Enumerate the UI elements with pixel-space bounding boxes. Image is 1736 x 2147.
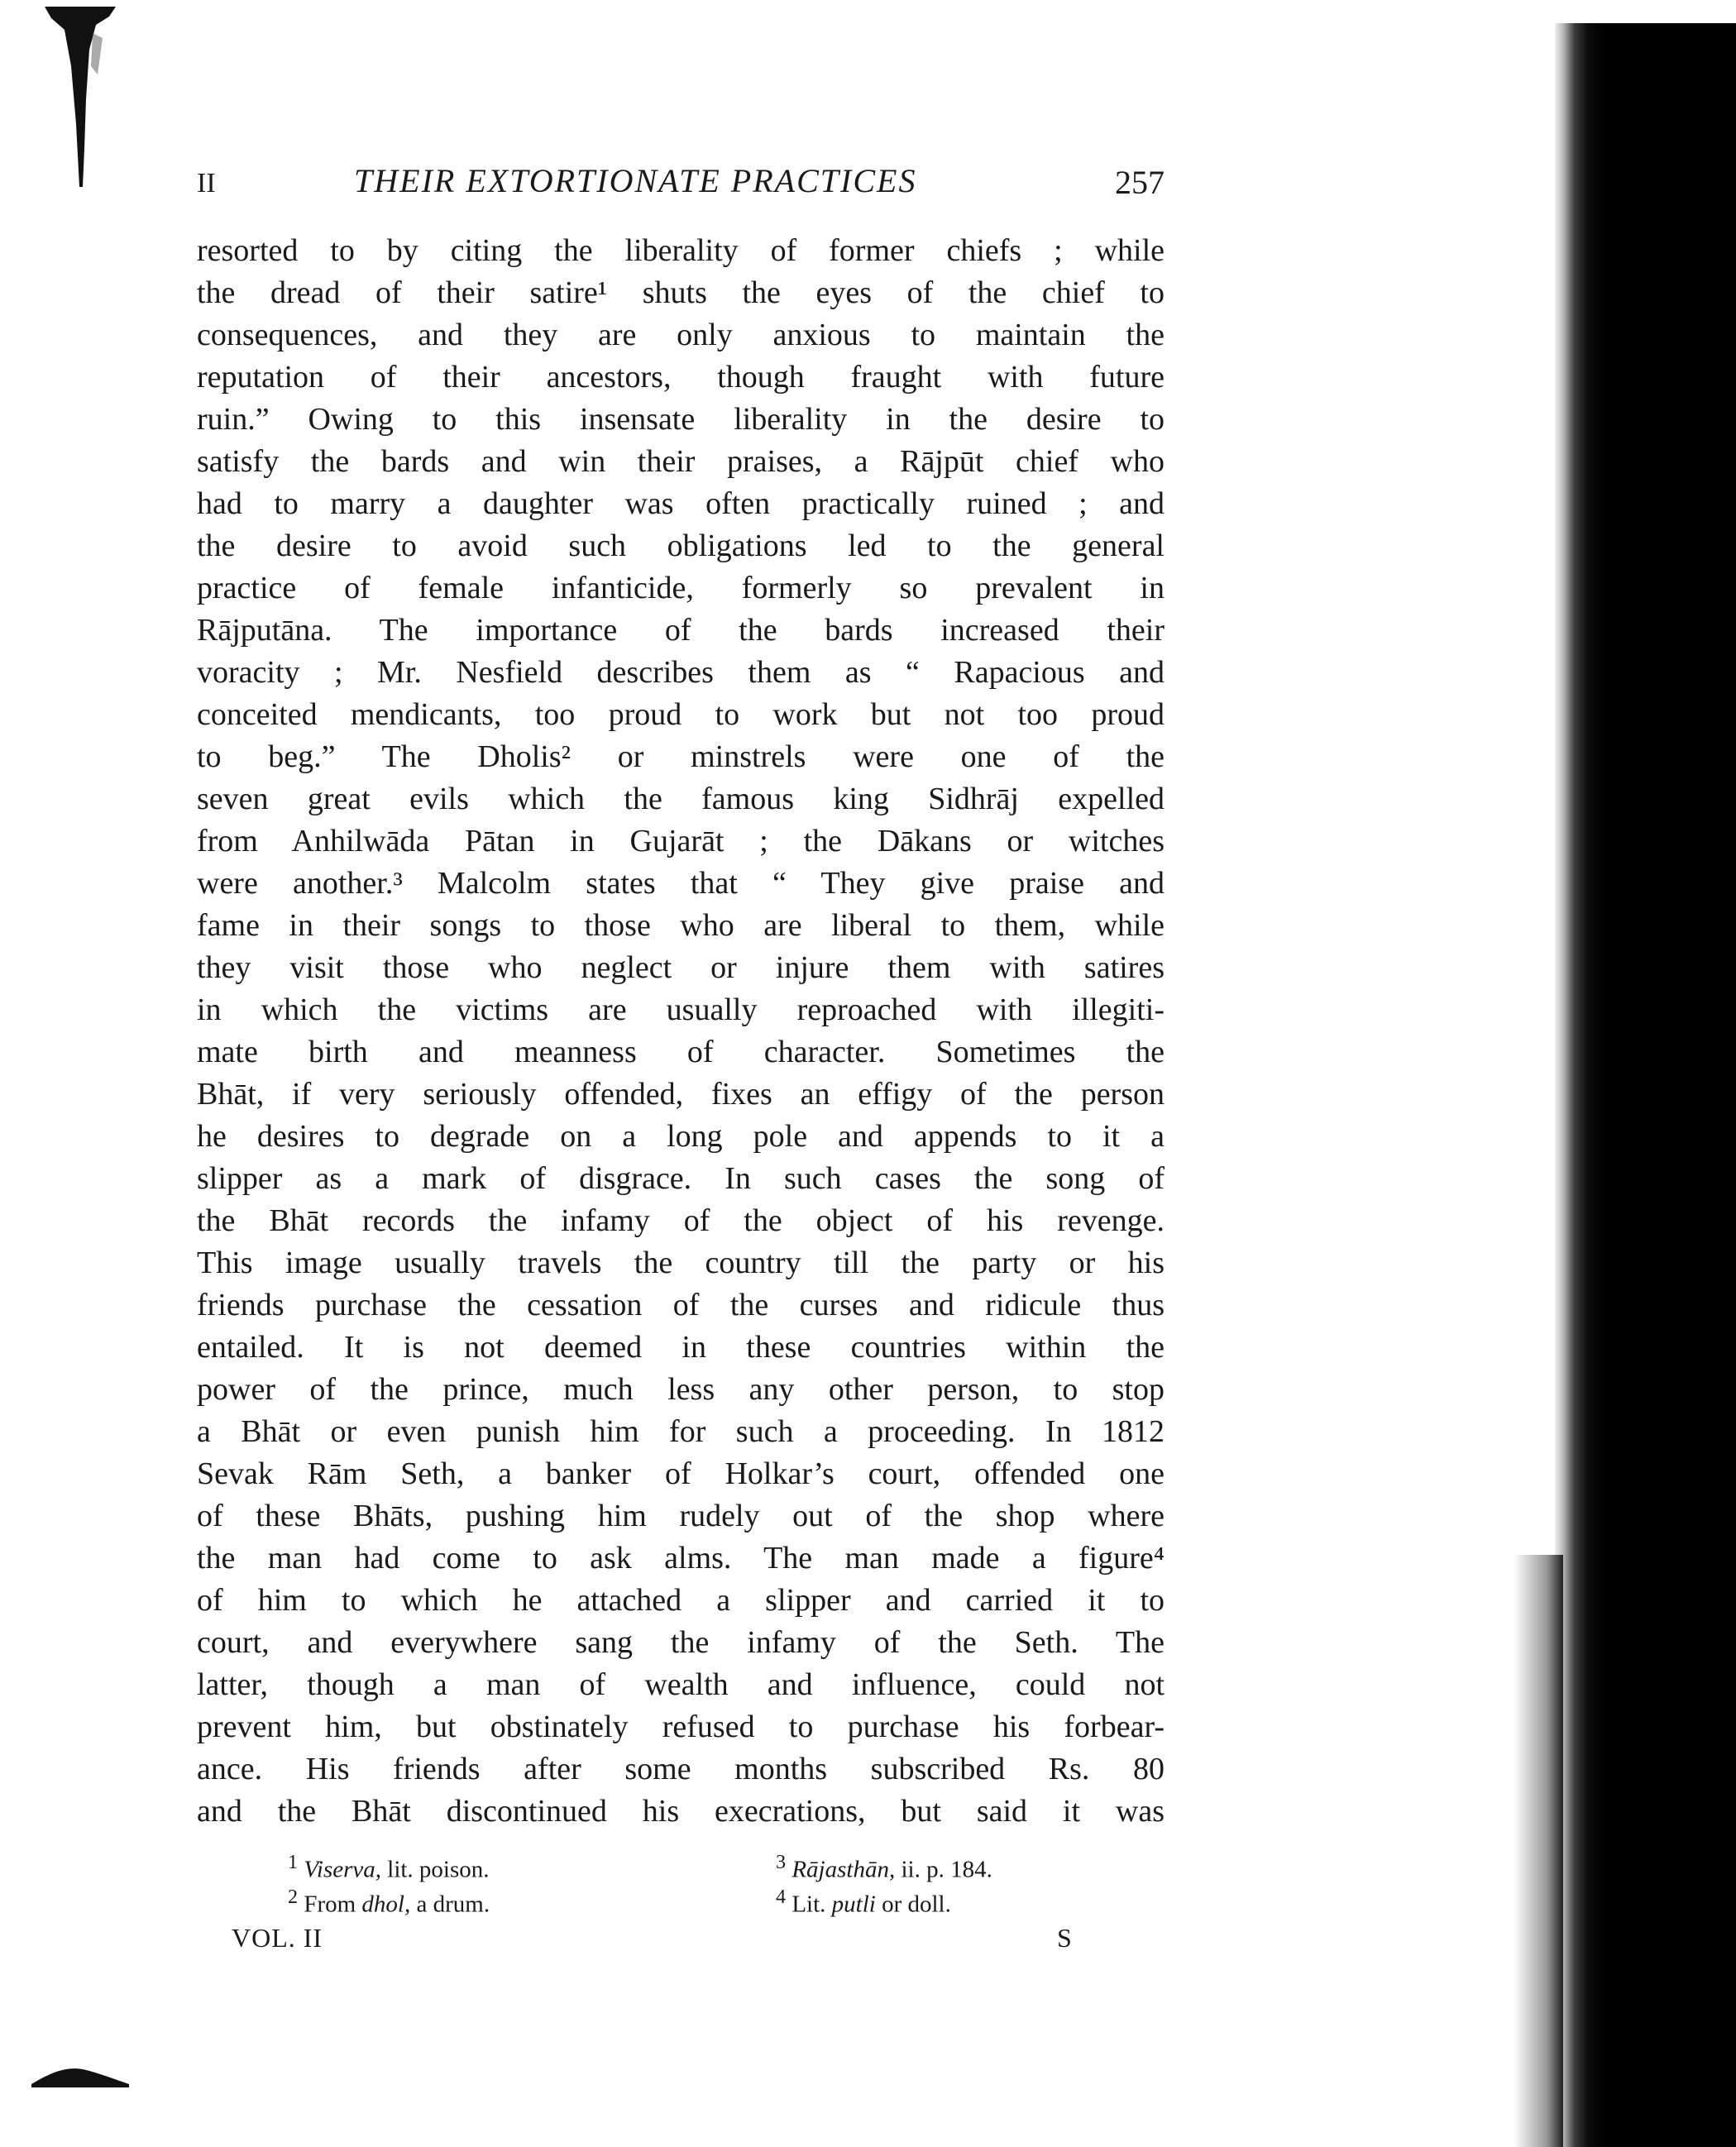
text-line: a Bhāt or even punish him for such a proceeding. In 1812 bbox=[197, 1414, 1165, 1449]
text-line: Bhāt, if very seriously offended, fixes an effigy of the person bbox=[197, 1077, 1165, 1112]
footnote-4 bbox=[776, 1886, 951, 1919]
text-line: seven great evils which the famous king Sidhrāj expelled bbox=[197, 782, 1165, 816]
signature-letter: S bbox=[1057, 1923, 1072, 1953]
text-line: the Bhāt records the infamy of the object of his revenge. bbox=[197, 1203, 1165, 1238]
text-line: the man had come to ask alms. The man made a figure⁴ bbox=[197, 1541, 1165, 1576]
text-line: voracity ; Mr. Nesfield describes them as “ Rapacious and bbox=[197, 655, 1165, 690]
running-title: THEIR EXTORTIONATE PRACTICES bbox=[354, 162, 917, 199]
text-line: consequences, and they are only anxious to maintain the bbox=[197, 318, 1165, 352]
scan-artifact-bottom-icon bbox=[31, 2058, 131, 2091]
footnote-text: lit. poison. bbox=[381, 1856, 490, 1883]
text-line: reputation of their ancestors, though fraught with future bbox=[197, 360, 1165, 394]
footnote-marker: 3 bbox=[776, 1851, 787, 1873]
text-line: slipper as a mark of disgrace. In such cases the song of bbox=[197, 1161, 1165, 1196]
book-binding-edge bbox=[1555, 23, 1736, 2147]
text-line: the dread of their satire¹ shuts the eyes of the chief to bbox=[197, 275, 1165, 310]
text-line: power of the prince, much less any other person, to stop bbox=[197, 1372, 1165, 1407]
text-line: latter, though a man of wealth and influence, could not bbox=[197, 1667, 1165, 1702]
volume-label: VOL. II bbox=[232, 1923, 323, 1953]
text-line: This image usually travels the country till the party or his bbox=[197, 1246, 1165, 1280]
footnote-3 bbox=[776, 1851, 992, 1884]
footnote-1 bbox=[288, 1851, 490, 1884]
footnote-marker: 1 bbox=[288, 1851, 299, 1873]
footnote-text: or doll. bbox=[875, 1891, 951, 1918]
page-number: 257 bbox=[1115, 164, 1165, 201]
text-line: entailed. It is not deemed in these countries within the bbox=[197, 1330, 1165, 1365]
footnote-marker: 4 bbox=[776, 1886, 787, 1908]
text-line: had to marry a daughter was often practically ruined ; and bbox=[197, 486, 1165, 521]
footnote-text: ii. p. 184. bbox=[895, 1856, 992, 1883]
text-line: satisfy the bards and win their praises, a Rājpūt chief who bbox=[197, 444, 1165, 479]
book-binding-shadow bbox=[1514, 1555, 1563, 2147]
text-line: he desires to degrade on a long pole and appends to it a bbox=[197, 1119, 1165, 1154]
text-line: court, and everywhere sang the infamy of the Seth. The bbox=[197, 1625, 1165, 1660]
footnote-text: a drum. bbox=[410, 1891, 490, 1918]
footnote-text: Lit. bbox=[791, 1891, 832, 1918]
scan-artifact-top-icon bbox=[43, 0, 117, 190]
chapter-number: II bbox=[197, 168, 216, 198]
text-line: of these Bhāts, pushing him rudely out of the shop where bbox=[197, 1499, 1165, 1533]
text-line: they visit those who neglect or injure them with satires bbox=[197, 950, 1165, 985]
text-line: Rājputāna. The importance of the bards increased their bbox=[197, 613, 1165, 648]
text-line: fame in their songs to those who are liberal to them, while bbox=[197, 908, 1165, 943]
footnote-term: Viserva, bbox=[304, 1856, 382, 1883]
footnote-term: putli bbox=[831, 1891, 876, 1918]
footnote-text: From bbox=[304, 1891, 362, 1918]
text-line: conceited mendicants, too proud to work but not too proud bbox=[197, 697, 1165, 732]
text-line: Sevak Rām Seth, a banker of Holkar’s court, offended one bbox=[197, 1456, 1165, 1491]
text-line: to beg.” The Dholis² or minstrels were one of the bbox=[197, 739, 1165, 774]
text-line: resorted to by citing the liberality of former chiefs ; while bbox=[197, 233, 1165, 268]
text-line: of him to which he attached a slipper and carried it to bbox=[197, 1583, 1165, 1618]
text-line: practice of female infanticide, formerly so prevalent in bbox=[197, 571, 1165, 605]
text-line: mate birth and meanness of character. Sometimes the bbox=[197, 1035, 1165, 1069]
text-line: were another.³ Malcolm states that “ They give praise and bbox=[197, 866, 1165, 901]
footnote-marker: 2 bbox=[288, 1886, 299, 1908]
footnote-2 bbox=[288, 1886, 490, 1919]
footnote-term: dhol, bbox=[361, 1891, 411, 1918]
text-line: the desire to avoid such obligations led to the general bbox=[197, 528, 1165, 563]
text-line: friends purchase the cessation of the curses and ridicule thus bbox=[197, 1288, 1165, 1322]
text-line: from Anhilwāda Pātan in Gujarāt ; the Dākans or witches bbox=[197, 824, 1165, 858]
footnote-term: Rājasthān, bbox=[791, 1856, 896, 1883]
text-line: and the Bhāt discontinued his execrations, but said it was bbox=[197, 1794, 1165, 1829]
text-line: prevent him, but obstinately refused to purchase his forbear- bbox=[197, 1709, 1165, 1744]
running-head bbox=[197, 161, 1165, 211]
text-line: ruin.” Owing to this insensate liberality in the desire to bbox=[197, 402, 1165, 437]
body-text bbox=[197, 230, 1165, 1833]
text-line: ance. His friends after some months subscribed Rs. 80 bbox=[197, 1752, 1165, 1786]
text-line: in which the victims are usually reproached with illegiti- bbox=[197, 992, 1165, 1027]
signature-line bbox=[197, 1923, 1165, 1964]
